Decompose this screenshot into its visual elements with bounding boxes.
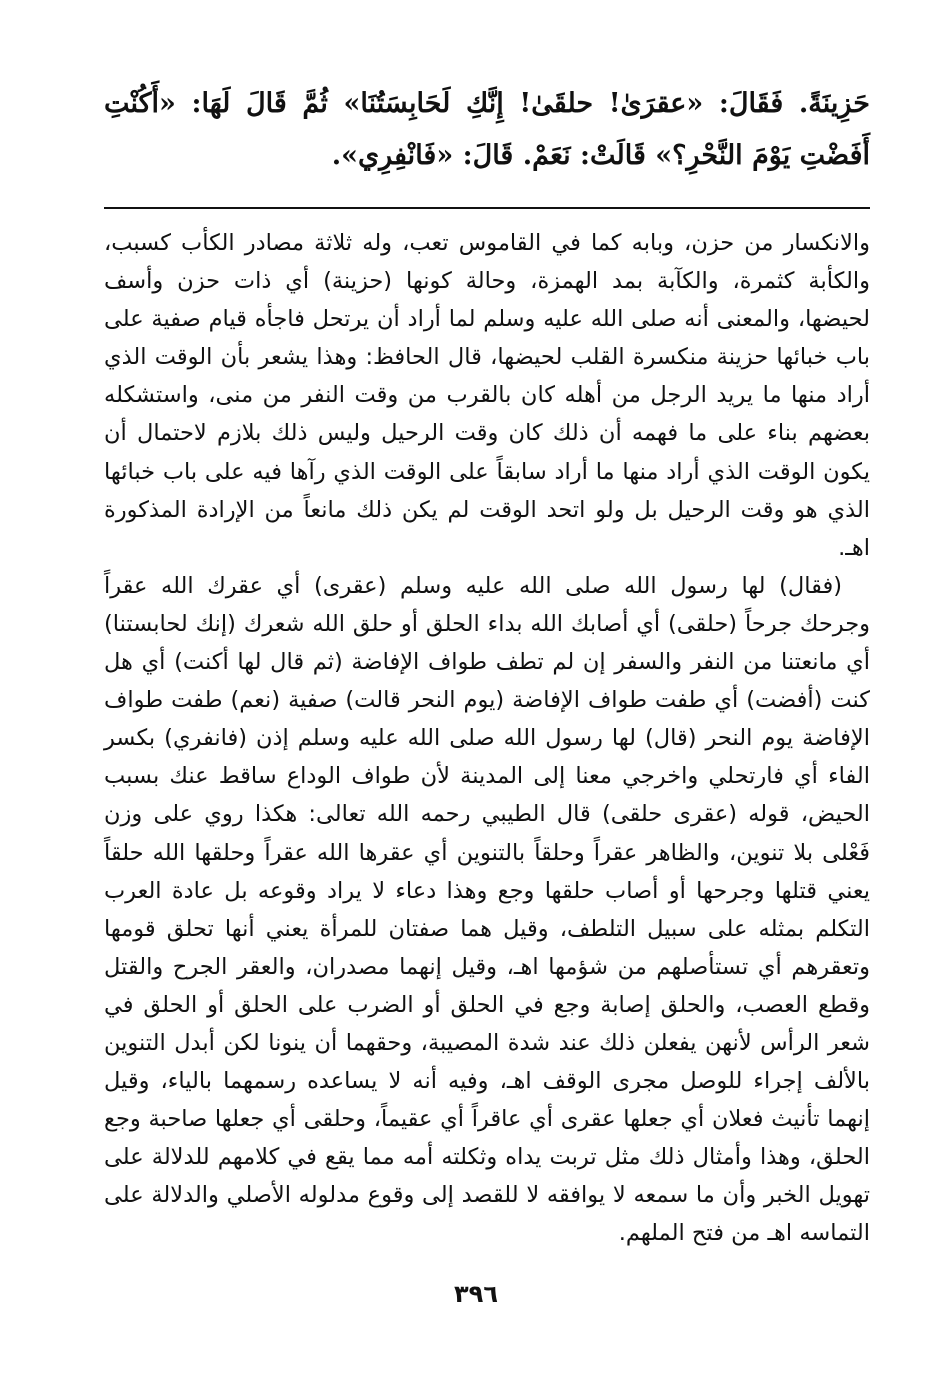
commentary-paragraph: (فقال) لها رسول الله صلى الله عليه وسلم (عقرى) أي عقرك الله عقراً وجرحك جرحاً (حلقى) أي أصابك الله بداء الحلق أو حلق الله شعرك (إنك لحابستنا) أي مانعتنا من النفر والسفر إن لم تطف طواف الإفاضة (ثم قال لها أكنت) أي هل كنت (أفضت) أي طفت طواف الإفاضة (يوم النحر قالت) صفية (نعم) طفت طواف الإفاضة يوم النحر (قال) لها رسول الله صلى الله عليه وسلم إذن (فانفري) بكسر الفاء أي فارتحلي واخرجي معنا إلى المدينة لأن طواف الوداع ساقط عنك بسبب الحيض، قوله (عقرى حلقى) قال الطيبي رحمه الله تعالى: هكذا روي على وزن فَعْلى بلا تنوين، والظاهر عقراً وحلقاً بالتنوين أي عقرها الله عقراً وحلقها الله حلقاً يعني قتلها وجرحها أو أصاب حلقها وجع وهذا دعاء لا يراد وقوعه بل عادة العرب التكلم بمثله على سبيل التلطف، وقيل هما صفتان للمرأة يعني أنها تحلق قومها وتعقرهم أي تستأصلهم من شؤمها اهـ، وقيل إنهما مصدران، والعقر الجرح والقتل وقطع العصب، والحلق إصابة وجع في الحلق أو الضرب على الحلق أو الحلق في شعر الرأس لأنهن يفعلن ذلك عند شدة المصيبة، وحقهما أن ينونا لكن أبدل التنوين بالألف إجراء للوصل مجرى الوقف اهـ، وفيه أنه لا يساعده رسمهما بالياء، وقيل إنهما تأنيث فعلان أي جعلها عقرى أي عاقراً أي عقيماً، وحلقى أي جعلها صاحبة وجع الحلق، وهذا وأمثال ذلك مثل تربت يداه وثكلته أمه مما يقع في كلامهم للدلالة على تهويل الخبر وأن ما سمعه لا يوافقه لا للقصد إلى وقوع مدلوله الأصلي والدلالة على التماسه اهـ من فتح الملهم. — [104, 572, 870, 1247]
commentary-block — [104, 224, 870, 1253]
commentary-paragraph: والانكسار من حزن، وبابه كما في القاموس تعب، وله ثلاثة مصادر الكأب كسبب، والكأبة كثمرة، والكآبة بمد الهمزة، وحالة كونها (حزينة) أي ذات حزن وأسف لحيضها، والمعنى أنه صلى الله عليه وسلم لما أراد أن يرتحل فاجأه قيام صفية على باب خبائها حزينة منكسرة القلب لحيضها، قال الحافظ: وهذا يشعر بأن الوقت الذي أراد منها ما يريد الرجل من أهله كان بالقرب من وقت النفر من منى، واستشكله بعضهم بناء على ما فهمه أن ذلك كان وقت الرحيل وليس ذلك بلازم لاحتمال أن يكون الوقت الذي أراد منها ما أراد سابقاً على الوقت الذي رآها فيه على باب خبائها الذي هو وقت الرحيل بل ولو اتحد الوقت لم يكن ذلك مانعاً من الإرادة المذكورة اهـ. — [104, 230, 870, 561]
footnote-divider — [104, 207, 870, 209]
hadith-text: حَزِينَةً. فَقَالَ: «عقرَىٰ! حلقَىٰ! إِنَّكِ لَحَابِسَتُنَا» ثُمَّ قَالَ لَهَا: «أَكُنْتِ أَفَضْتِ يَوْمَ النَّحْرِ؟» قَالَتْ: نَعَمْ. قَالَ: «فَانْفِرِي». — [104, 88, 870, 171]
page-number: ٣٩٦ — [454, 1280, 498, 1308]
